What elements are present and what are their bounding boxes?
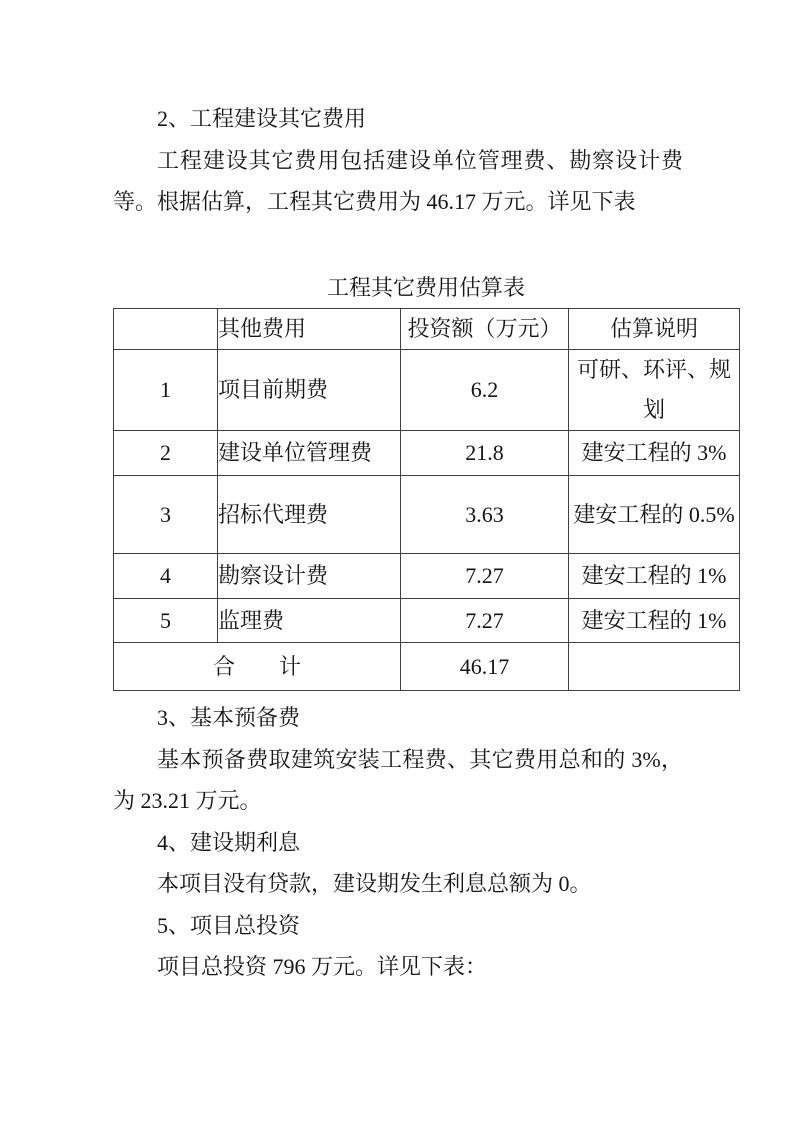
- row-note-cell: 可研、环评、规划: [569, 350, 740, 431]
- row-amount-cell: 7.27: [401, 599, 569, 643]
- cost-estimate-table: [113, 308, 740, 691]
- header-amount-cell: 投资额（万元）: [401, 309, 569, 350]
- row-no-cell: 4: [114, 554, 218, 599]
- table-row: [114, 350, 740, 431]
- table-title: 工程其它费用估算表: [326, 274, 525, 300]
- row-no-cell: 5: [114, 599, 218, 643]
- section2-heading: 2、工程建设其它费用: [157, 106, 367, 131]
- row-no-cell: 3: [114, 476, 218, 554]
- header-index-cell: [114, 309, 218, 350]
- section4-body: 本项目没有贷款，建设期发生利息总额为 0。: [157, 871, 592, 896]
- row-note-cell: 建安工程的 1%: [569, 599, 740, 643]
- row-no-cell: 2: [114, 431, 218, 476]
- section2-body: 工程建设其它费用包括建设单位管理费、勘察设计费等。根据估算，工程其它费用为 46.17 万元。详见下表: [113, 147, 683, 214]
- row-no-cell: 1: [114, 350, 218, 431]
- row-item-cell: 项目前期费: [218, 350, 401, 431]
- table-row: [114, 554, 740, 599]
- section5-heading: 5、项目总投资: [157, 912, 301, 938]
- row-amount-cell: 21.8: [401, 431, 569, 476]
- row-amount-cell: 6.2: [401, 350, 569, 431]
- section3-heading: 3、基本预备费: [157, 705, 301, 730]
- row-item-cell: 勘察设计费: [218, 554, 401, 599]
- after-table-sections: [113, 697, 739, 988]
- table-total-row: [114, 643, 740, 691]
- header-note-cell: 估算说明: [569, 309, 740, 350]
- total-label-cell: 合 计: [114, 643, 401, 691]
- row-note-cell: 建安工程的 3%: [569, 431, 740, 476]
- section5-body: 项目总投资 796 万元。详见下表：: [157, 954, 488, 979]
- row-item-cell: 监理费: [218, 599, 401, 643]
- section3-body: 基本预备费取建筑安装工程费、其它费用总和的 3%，为 23.21 万元。: [113, 746, 683, 813]
- total-amount-cell: 46.17: [401, 643, 569, 691]
- page-content: [113, 98, 739, 988]
- row-amount-cell: 7.27: [401, 554, 569, 599]
- header-item-cell: 其他费用: [218, 309, 401, 350]
- row-note-cell: 建安工程的 1%: [569, 554, 740, 599]
- table-row: [114, 476, 740, 554]
- row-amount-cell: 3.63: [401, 476, 569, 554]
- table-row: [114, 431, 740, 476]
- section4-heading: 4、建设期利息: [157, 829, 301, 855]
- row-item-cell: 建设单位管理费: [218, 431, 401, 476]
- table-header-row: [114, 309, 740, 350]
- row-item-cell: 招标代理费: [218, 476, 401, 554]
- table-row: [114, 599, 740, 643]
- row-note-cell: 建安工程的 0.5%: [569, 476, 740, 554]
- total-note-cell: [569, 643, 740, 691]
